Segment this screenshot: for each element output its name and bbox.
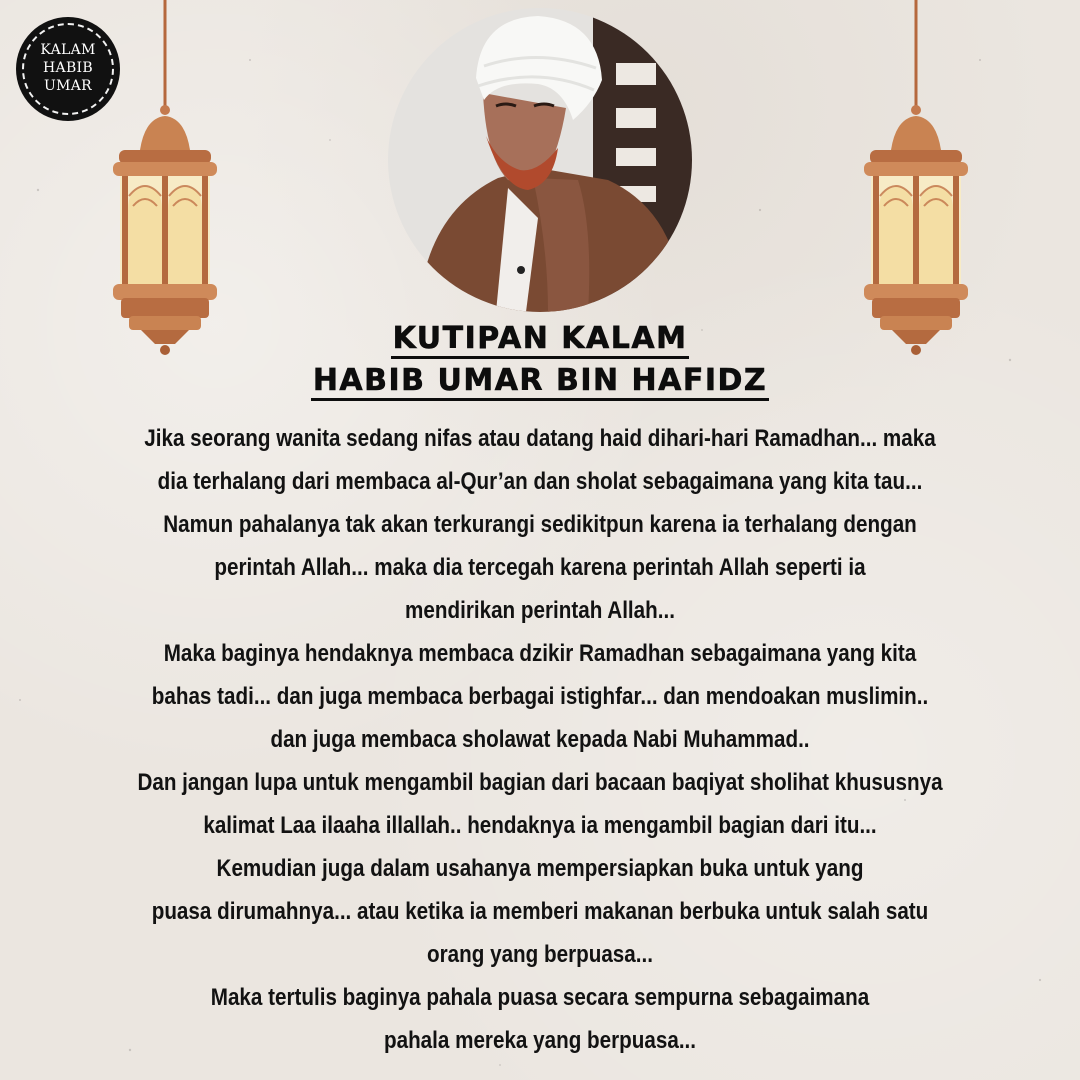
quote-line: dan juga membaca sholawat kepada Nabi Muhammad.. — [270, 726, 810, 753]
quote-line: puasa dirumahnya... atau ketika ia memberi makanan berbuka untuk salah satu — [151, 898, 929, 925]
quote-line: Jika seorang wanita sedang nifas atau datang haid dihari-hari Ramadhan... maka — [144, 425, 936, 452]
quote-line: Kemudian juga dalam usahanya mempersiapkan buka untuk yang — [216, 855, 864, 882]
quote-line: orang yang berpuasa... — [427, 941, 653, 968]
quote-line: dia terhalang dari membaca al-Qur’an dan sholat sebagaimana yang kita tau... — [157, 468, 923, 495]
logo-line-2: HABIB — [43, 60, 93, 76]
quote-line: Maka baginya hendaknya membaca dzikir Ramadhan sebagaimana yang kita — [163, 640, 917, 667]
lantern-left-icon — [105, 0, 225, 360]
page-title — [0, 318, 1080, 402]
title-line-2-text: HABIB UMAR BIN HAFIDZ — [311, 363, 769, 401]
habib-umar-portrait — [388, 8, 692, 312]
quote-line: bahas tadi... dan juga membaca berbagai istighfar... dan mendoakan muslimin.. — [151, 683, 929, 710]
lantern-right-icon — [856, 0, 976, 360]
quote-line: perintah Allah... maka dia tercegah karena perintah Allah seperti ia — [214, 554, 866, 581]
quote-text — [40, 417, 1040, 1062]
quote-line: Namun pahalanya tak akan terkurangi sedikitpun karena ia terhalang dengan — [163, 511, 917, 538]
title-line-1-text: KUTIPAN KALAM — [391, 321, 690, 359]
quote-line: pahala mereka yang berpuasa... — [383, 1027, 697, 1054]
title-line-2 — [0, 360, 1080, 402]
quote-line: kalimat Laa ilaaha illallah.. hendaknya ia mengambil bagian dari itu... — [203, 812, 877, 839]
quote-line: mendirikan perintah Allah... — [405, 597, 675, 624]
logo-line-3: UMAR — [44, 78, 92, 94]
quote-line: Maka tertulis baginya pahala puasa secara sempurna sebagaimana — [210, 984, 870, 1011]
title-line-1 — [0, 318, 1080, 360]
quote-line: Dan jangan lupa untuk mengambil bagian dari bacaan baqiyat sholihat khususnya — [137, 769, 943, 796]
logo-line-1: KALAM — [40, 42, 96, 58]
